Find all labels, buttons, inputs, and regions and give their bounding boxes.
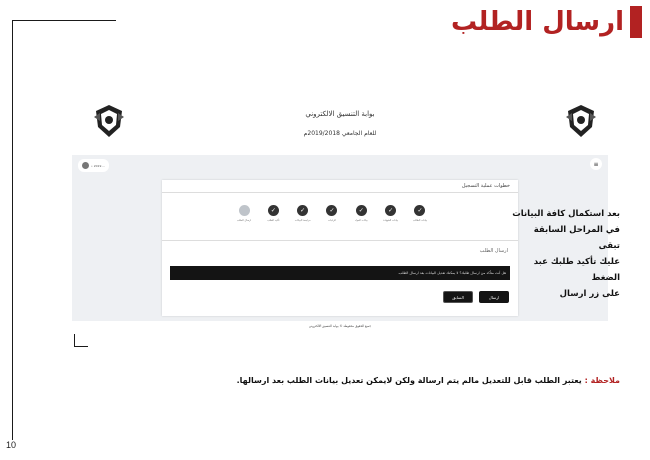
card-title: خطوات عملية التسجيل [461,183,510,189]
step-item[interactable] [349,205,373,235]
title-accent-bar [630,6,642,38]
check-icon: ✓ [268,205,279,216]
page-title-block [451,2,642,42]
university-emblem-right [564,103,598,139]
step-label: بيانات الطالب [412,219,428,222]
step-item[interactable] [261,205,285,235]
frame-line-top [12,20,116,21]
avatar [82,162,89,169]
confirm-message: هل أنت متأكد من ارسال طلبك؟ لا يمكنك تعديل البيانات بعد ارسال الطلب. [170,266,510,280]
step-label: مراجعة البيانات [294,219,311,222]
registration-card [162,180,518,316]
hamburger-menu-icon[interactable]: ≡ [590,158,602,170]
step-item[interactable] [320,205,344,235]
portal-footer: جميع الحقوق محفوظة © بوابة التنسيق الالكتروني [308,324,372,328]
previous-button[interactable]: السابق [443,291,473,303]
page-title: ارسال الطلب [451,7,624,37]
page-number: 10 [6,440,17,450]
side-note-line: في المراحل السابقة تبقى [533,225,620,251]
step-label: بيانات المواد [354,219,368,222]
portal-header [72,93,608,153]
registration-steps [232,205,432,235]
step-item[interactable] [408,205,432,235]
user-menu[interactable] [78,159,109,172]
side-instructions [510,206,620,302]
step-item[interactable] [232,205,256,235]
side-note-line: على زر ارسال [559,289,620,299]
note-text: يعتبر الطلب قابل للتعديل مالم يتم ارسالة ولكن لايمكن تعديل بيانات الطلب بعد ارسالها. [236,376,582,385]
check-icon: ✓ [326,205,337,216]
bottom-note [100,376,620,385]
check-icon: ✓ [356,205,367,216]
check-icon: ✓ [385,205,396,216]
side-note-line: بعد استكمال كافة البيانات [512,209,620,219]
send-button[interactable]: ارسال [479,291,509,303]
side-note-line: عليك تأكيد طلبك عبد الضغط [533,257,620,283]
check-icon: ✓ [297,205,308,216]
card-divider [162,192,518,193]
step-label: ارسال الطلب [236,219,252,222]
frame-line-left [12,20,13,440]
pending-step-icon [239,205,250,216]
corner-mark-bottom-left-h [74,346,88,347]
send-section-heading: ارسال الطلب [479,248,508,254]
step-label: الرغبات [327,219,336,222]
academic-year: للعام الجامعي 2019/2018م [303,130,377,137]
step-item[interactable] [379,205,403,235]
section-divider [162,240,518,241]
check-icon: ✓ [414,205,425,216]
note-label: ملاحظة : [584,376,620,385]
step-item[interactable] [291,205,315,235]
portal-title: بوابة التنسيق الالكتروني [305,110,375,118]
user-chip-label: • 2019 ... [91,163,106,168]
step-label: بيانات الشهادة [383,219,399,222]
step-label: تأكيد الطلب [267,219,280,222]
